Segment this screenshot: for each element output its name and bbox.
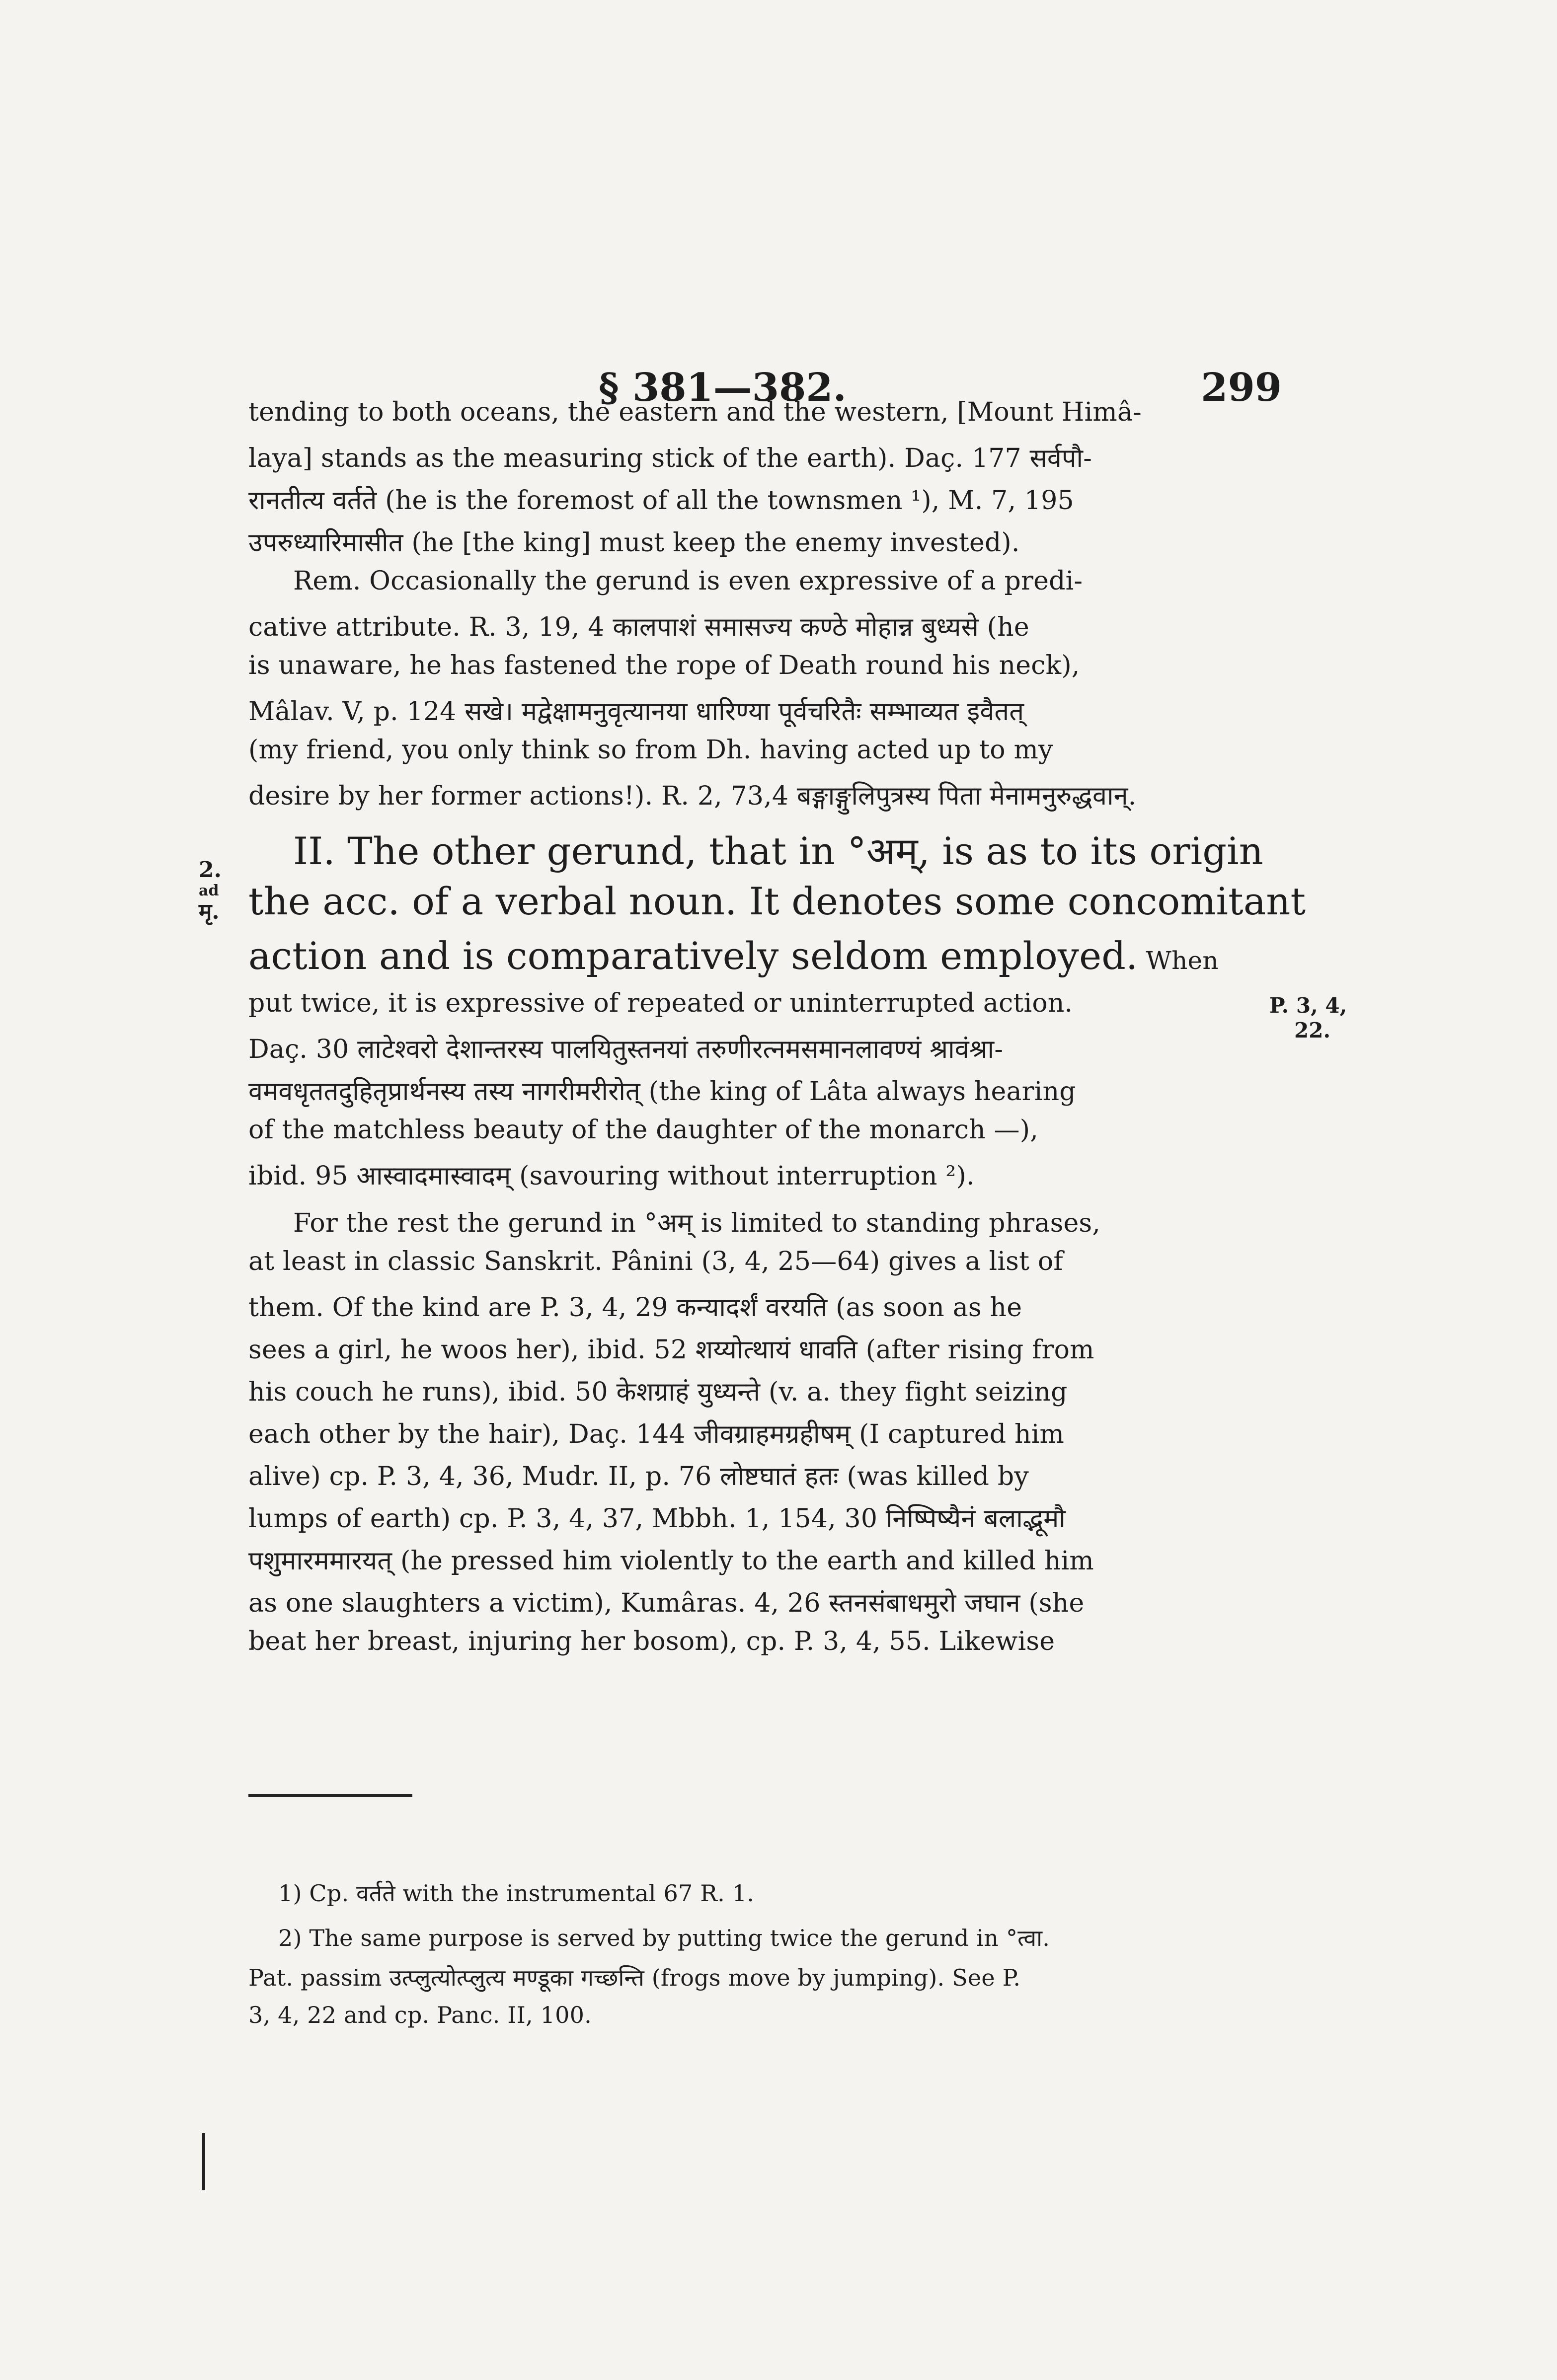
text-line: as one slaughters a victim), Kumâras. 4, 26 स्तनसंबाधमुरो जघान (she bbox=[248, 1588, 1085, 1618]
remark-line: Rem. Occasionally the gerund is even expressive of a predi- bbox=[293, 566, 1083, 596]
right-margin-note bbox=[1269, 993, 1347, 1043]
section-ii-line-tail: When bbox=[1138, 946, 1219, 975]
margin-note-line: P. 3, 4, bbox=[1269, 993, 1347, 1018]
footnote-separator bbox=[248, 1794, 412, 1797]
left-margin-note bbox=[199, 859, 222, 923]
text-line: laya] stands as the measuring stick of the earth). Daç. 177 सर्वपौ- bbox=[248, 444, 1092, 473]
footnote-line: 2) The same purpose is served by putting twice the gerund in °त्वा. bbox=[278, 1925, 1050, 1951]
text-line: उपरुध्यारिमासीत (he [the king] must keep the enemy invested). bbox=[248, 528, 1020, 558]
text-line: पशुमारममारयत् (he pressed him violently to the earth and killed him bbox=[248, 1546, 1094, 1576]
text-line: desire by her former actions!). R. 2, 73,4 बङ्गाङ्गुलिपुत्रस्य पिता मेनामनुरुद्धवान्. bbox=[248, 781, 1137, 811]
text-line: tending to both oceans, the eastern and the western, [Mount Himâ- bbox=[248, 397, 1142, 427]
text-line: sees a girl, he woos her), ibid. 52 शय्योत्थायं धावति (after rising from bbox=[248, 1335, 1094, 1365]
section-ii-heading-line: II. The other gerund, that in °अम्, is as to its origin bbox=[293, 829, 1263, 873]
margin-mark bbox=[202, 2133, 205, 2190]
text-line: at least in classic Sanskrit. Pânini (3, 4, 25—64) gives a list of bbox=[248, 1247, 1063, 1276]
footnote-line: 1) Cp. वर्तते with the instrumental 67 R. 1. bbox=[278, 1880, 755, 1907]
text-line: put twice, it is expressive of repeated or uninterrupted action. bbox=[248, 988, 1073, 1018]
text-line: of the matchless beauty of the daughter of the monarch —), bbox=[248, 1115, 1038, 1145]
text-line: them. Of the kind are P. 3, 4, 29 कन्यादर्शं वरयति (as soon as he bbox=[248, 1293, 1022, 1323]
text-line: For the rest the gerund in °अम् is limited to standing phrases, bbox=[293, 1208, 1101, 1238]
margin-note-line: 2. bbox=[199, 857, 222, 883]
text-line: beat her breast, injuring her bosom), cp. P. 3, 4, 55. Likewise bbox=[248, 1627, 1055, 1656]
section-ii-line-text: action and is comparatively seldom employed. bbox=[248, 934, 1138, 978]
text-line: वमवधृततदुहितृप्रार्थनस्य तस्य नागरीमरीरोत् (the king of Lâta always hearing bbox=[248, 1077, 1076, 1107]
page-number: 299 bbox=[1201, 365, 1282, 410]
section-ii-line bbox=[248, 934, 1262, 978]
margin-note-line: ad bbox=[199, 882, 219, 899]
text-line: ibid. 95 आस्वादमास्वादम् (savouring without interruption ²). bbox=[248, 1161, 975, 1191]
text-line: lumps of earth) cp. P. 3, 4, 37, Mbbh. 1, 154, 30 निष्पिष्यैनं बलाद्भूमौ bbox=[248, 1504, 1066, 1534]
margin-note-line: मृ. bbox=[199, 899, 220, 924]
text-line: is unaware, he has fastened the rope of Death round his neck), bbox=[248, 651, 1080, 680]
footnote-line: 3, 4, 22 and cp. Panc. II, 100. bbox=[248, 2002, 592, 2028]
footnote-line: Pat. passim उत्प्लुत्योत्प्लुत्य मण्डूका गच्छन्ति (frogs move by jumping). See P. bbox=[248, 1964, 1021, 1991]
text-line: each other by the hair), Daç. 144 जीवग्राहमग्रहीषम् (I captured him bbox=[248, 1419, 1065, 1449]
text-line: (my friend, you only think so from Dh. having acted up to my bbox=[248, 735, 1053, 765]
text-line: his couch he runs), ibid. 50 केशग्राहं युध्यन्ते (v. a. they fight seizing bbox=[248, 1377, 1068, 1407]
text-line: Daç. 30 लाटेश्वरो देशान्तरस्य पालयितुस्तनयां तरुणीरत्नमसमानलावण्यं श्रावंश्रा- bbox=[248, 1035, 1004, 1064]
text-line: रानतीत्य वर्तते (he is the foremost of all the townsmen ¹), M. 7, 195 bbox=[248, 486, 1074, 516]
text-line: cative attribute. R. 3, 19, 4 कालपाशं समासज्य कण्ठे मोहान्न बुध्यसे (he bbox=[248, 612, 1029, 642]
text-line: alive) cp. P. 3, 4, 36, Mudr. II, p. 76 लोष्टघातं हतः (was killed by bbox=[248, 1462, 1029, 1491]
section-ii-line: the acc. of a verbal noun. It denotes some concomitant bbox=[248, 879, 1306, 923]
text-line: Mâlav. V, p. 124 सखे। मद्वेक्षामनुवृत्यानया धारिण्या पूर्वचरितैः सम्भाव्यत इवैतत् bbox=[248, 697, 1024, 727]
section-reference: § 381—382. bbox=[599, 365, 847, 410]
margin-note-line: 22. bbox=[1294, 1018, 1331, 1042]
